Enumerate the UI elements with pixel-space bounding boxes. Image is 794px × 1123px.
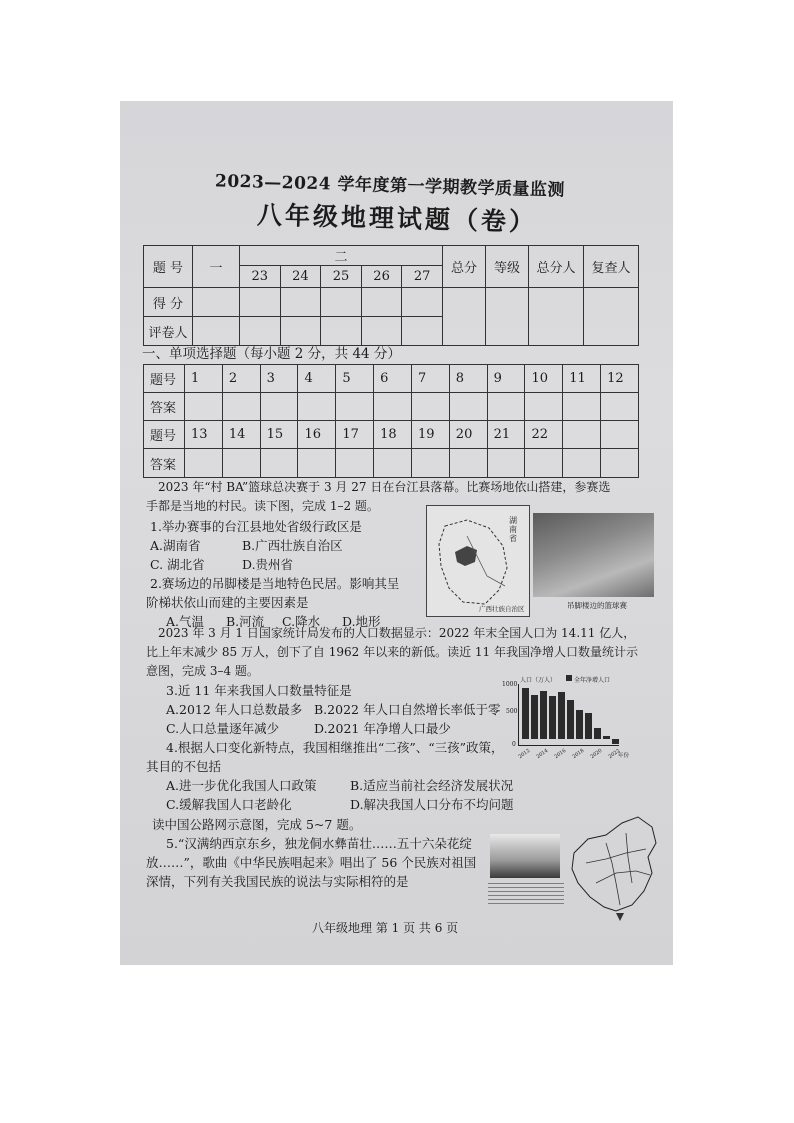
score-col-scorer: 总分人 <box>529 246 584 288</box>
passage-1-line-2: 手都是当地的村民。读下图，完成 1–2 题。 <box>146 499 379 513</box>
basketball-photo <box>533 513 654 597</box>
question-3-option-d: D.2021 年净增人口最少 <box>314 721 451 736</box>
exam-title: 八年级地理试题（卷） <box>256 200 538 237</box>
ytick-label: 1000 <box>502 681 518 688</box>
china-map-drawing <box>566 813 662 923</box>
chart-x-axis <box>518 749 628 769</box>
answer-qnum: 20 <box>449 421 487 449</box>
bar-2019 <box>585 713 592 739</box>
bar-2018 <box>576 710 583 739</box>
question-4-stem-line-2: 其目的不包括 <box>146 759 222 774</box>
ytick-label: 500 <box>506 708 518 715</box>
question-4-option-b: B.适应当前社会经济发展状况 <box>350 778 514 793</box>
population-chart <box>502 675 642 773</box>
highway-photo-caption <box>488 883 564 905</box>
question-3-option-b: B.2022 年人口自然增长率低于零 <box>314 702 501 717</box>
exam-paper <box>120 101 673 965</box>
question-3-stem: 3.近 11 年来我国人口数量特征是 <box>166 683 352 698</box>
score-col-grade: 等级 <box>486 246 529 288</box>
question-1-option-c: C. 湖北省 <box>150 557 205 572</box>
question-1-option-b: B.广西壮族自治区 <box>242 538 343 553</box>
question-3-option-a: A.2012 年人口总数最多 <box>166 702 303 717</box>
answer-label-q: 题号 <box>144 365 185 393</box>
answer-qnum: 15 <box>260 421 298 449</box>
score-sub-cell: 27 <box>402 266 443 288</box>
ytick-label: 0 <box>512 741 516 748</box>
score-sub-cell: 24 <box>280 266 321 288</box>
xtick-label: 2022 <box>607 747 622 761</box>
answer-qnum: 19 <box>411 421 449 449</box>
score-col-total: 总分 <box>443 246 486 288</box>
answer-qnum: 12 <box>601 365 639 393</box>
bar-2021 <box>603 736 610 739</box>
answer-qnum: 9 <box>487 365 525 393</box>
answer-qnum: 18 <box>374 421 412 449</box>
answer-qnum: 13 <box>185 421 223 449</box>
china-highway-map <box>566 813 662 923</box>
xtick-label: 2012 <box>517 747 532 761</box>
answer-qnum: 4 <box>298 365 336 393</box>
answer-qnum: 3 <box>260 365 298 393</box>
question-4-option-d: D.解决我国人口分布不均问题 <box>350 797 514 812</box>
passage-1-line-1: 2023 年“村 BA”篮球总决赛于 3 月 27 日在台江县落幕。比赛场地依山搭建，参赛选 <box>158 480 611 494</box>
answer-label-a: 答案 <box>144 393 185 421</box>
xtick-label: 2016 <box>553 747 568 761</box>
score-col-two: 二 <box>240 246 443 266</box>
page-footer: 八年级地理 第 1 页 共 6 页 <box>312 921 459 935</box>
xtick-label: 2020 <box>589 747 604 761</box>
bar-2020 <box>594 728 601 739</box>
question-4-stem-line-1: 4.根据人口变化新特点，我国相继推出“二孩”、“三孩”政策， <box>166 740 504 755</box>
exam-header: 2023—2024 学年度第一学期教学质量监测 <box>214 171 566 201</box>
answer-qnum: 1 <box>185 365 223 393</box>
score-label-grader: 评卷人 <box>144 317 193 346</box>
score-label-qnum: 题 号 <box>144 246 193 288</box>
legend-swatch <box>566 675 572 681</box>
bar-2022 <box>612 739 619 744</box>
question-1-option-a: A.湖南省 <box>150 538 201 553</box>
score-sub-cell: 25 <box>321 266 362 288</box>
answer-label-q: 题号 <box>144 421 185 449</box>
question-5-line-1: 5.“汉满纳西京东乡，独龙侗水彝苗壮……五十六朵花绽 <box>166 836 472 851</box>
answer-qnum: 16 <box>298 421 336 449</box>
question-3-option-c: C.人口总量逐年减少 <box>166 721 280 736</box>
bar-2012 <box>522 688 529 739</box>
score-sub-cell: 23 <box>240 266 281 288</box>
question-5-line-2: 放……”，歌曲《中华民族唱起来》唱出了 56 个民族对祖国 <box>146 855 477 870</box>
province-map <box>426 505 530 617</box>
highway-photo <box>490 834 560 878</box>
passage-2-line-2: 比上年末减少 85 万人，创下了自 1962 年以来的新低。读近 11 年我国净增人口数量统计示 <box>146 645 638 659</box>
xtick-label: 2014 <box>535 747 550 761</box>
map-label-hunan: 湖南省 <box>509 516 517 543</box>
question-1-option-d: D.贵州省 <box>242 557 294 572</box>
answer-table <box>143 364 639 478</box>
chart-xlabel: 年份 <box>618 753 630 759</box>
answer-qnum: 11 <box>563 365 601 393</box>
score-col-checker: 复查人 <box>584 246 639 288</box>
chart-ylabel: 人口（万人） <box>520 677 557 684</box>
answer-qnum: 8 <box>449 365 487 393</box>
question-2-option-c: C.降水 <box>282 614 321 629</box>
passage-3: 读中国公路网示意图，完成 5~7 题。 <box>152 817 362 832</box>
question-2-option-b: B.河流 <box>226 614 265 629</box>
question-2-stem-line-1: 2.赛场边的吊脚楼是当地特色民居。影响其呈 <box>150 576 400 591</box>
answer-qnum: 17 <box>336 421 374 449</box>
answer-label-a: 答案 <box>144 449 185 478</box>
answer-qnum: 6 <box>374 365 412 393</box>
answer-qnum: 2 <box>222 365 260 393</box>
map-label-guangxi: 广西壮族自治区 <box>479 605 525 613</box>
bar-2013 <box>531 695 538 739</box>
score-col-one: 一 <box>193 246 240 288</box>
passage-2-line-1: 2023 年 3 月 1 日国家统计局发布的人口数据显示：2022 年末全国人口为 14.11 亿人， <box>158 626 636 640</box>
question-1-stem: 1.举办赛事的台江县地处省级行政区是 <box>150 519 362 534</box>
bar-2014 <box>540 691 547 739</box>
bar-2015 <box>549 696 556 739</box>
score-table <box>143 245 639 346</box>
answer-qnum: 5 <box>336 365 374 393</box>
question-4-option-a: A.进一步优化我国人口政策 <box>166 778 317 793</box>
passage-2-line-3: 意图，完成 3–4 题。 <box>146 664 259 678</box>
chart-plot-area <box>518 684 619 746</box>
score-label-score: 得 分 <box>144 288 193 317</box>
answer-qnum: 21 <box>487 421 525 449</box>
question-2-option-d: D.地形 <box>342 614 381 629</box>
bar-2017 <box>567 700 574 739</box>
section-heading: 一、单项选择题（每小题 2 分，共 44 分） <box>142 346 401 362</box>
answer-qnum: 10 <box>525 365 563 393</box>
answer-qnum: 22 <box>525 421 563 449</box>
score-sub-cell: 26 <box>361 266 402 288</box>
question-5-line-3: 深情，下列有关我国民族的说法与实际相符的是 <box>146 874 409 889</box>
answer-qnum: 14 <box>222 421 260 449</box>
answer-qnum: 7 <box>411 365 449 393</box>
question-2-option-a: A.气温 <box>166 614 205 629</box>
question-4-option-c: C.缓解我国人口老龄化 <box>166 797 292 812</box>
question-2-stem-line-2: 阶梯状依山而建的主要因素是 <box>146 595 309 610</box>
bar-2016 <box>558 692 565 739</box>
photo-caption: 吊脚楼边的篮球赛 <box>567 601 627 610</box>
chart-legend: 全年净增人口 <box>574 677 611 684</box>
xtick-label: 2018 <box>571 747 586 761</box>
